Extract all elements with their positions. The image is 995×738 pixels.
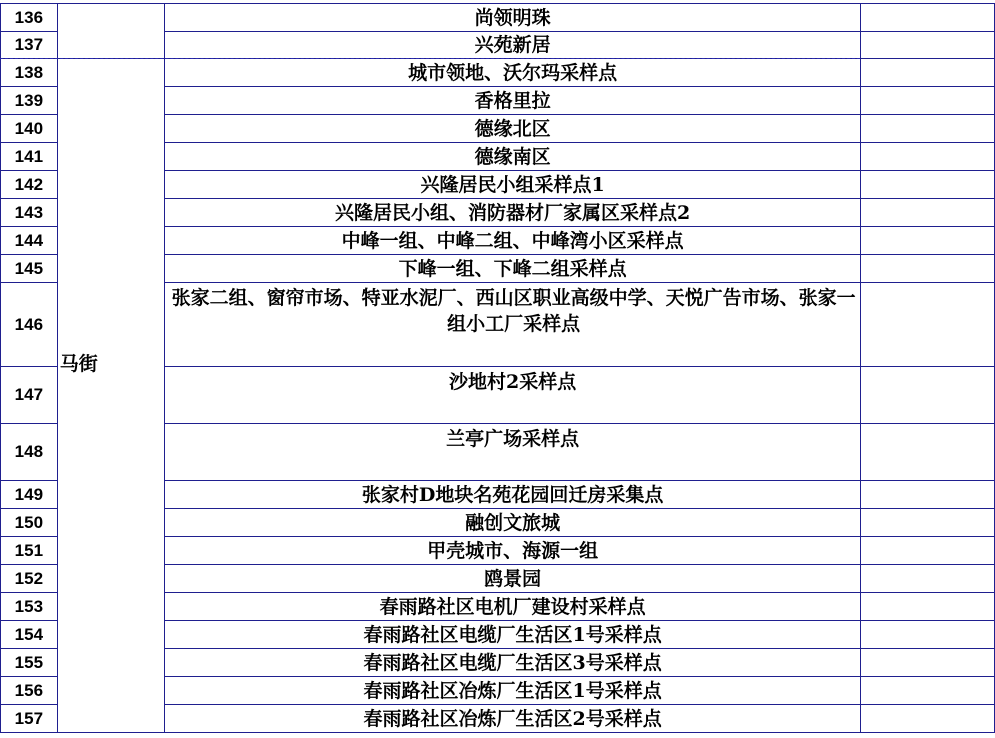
blank-cell[interactable] [861,481,995,509]
row-number[interactable]: 136 [1,4,58,32]
district-cell-upper[interactable] [57,4,164,59]
site-name[interactable]: 香格里拉 [164,87,861,115]
row-number[interactable]: 145 [1,255,58,283]
row-number[interactable]: 157 [1,705,58,733]
blank-cell[interactable] [861,32,995,59]
blank-cell[interactable] [861,509,995,537]
blank-cell[interactable] [861,87,995,115]
row-number[interactable]: 152 [1,565,58,593]
row-number[interactable]: 141 [1,143,58,171]
site-name[interactable]: 城市领地、沃尔玛采样点 [164,59,861,87]
blank-cell[interactable] [861,424,995,481]
site-name[interactable]: 春雨路社区电缆厂生活区3号采样点 [164,649,861,677]
row-number[interactable]: 156 [1,677,58,705]
sampling-points-table [0,3,995,733]
site-name[interactable]: 沙地村2采样点 [164,367,861,424]
row-number[interactable]: 146 [1,283,58,367]
site-name[interactable]: 中峰一组、中峰二组、中峰湾小区采样点 [164,227,861,255]
blank-cell[interactable] [861,171,995,199]
site-name[interactable]: 张家村D地块名苑花园回迁房采集点 [164,481,861,509]
site-name[interactable]: 兰亭广场采样点 [164,424,861,481]
row-number[interactable]: 140 [1,115,58,143]
site-name[interactable]: 兴苑新居 [164,32,861,59]
site-name[interactable]: 尚领明珠 [164,4,861,32]
site-name[interactable]: 德缘北区 [164,115,861,143]
page-break-line [0,58,860,59]
row-number[interactable]: 155 [1,649,58,677]
row-number[interactable]: 147 [1,367,58,424]
row-number[interactable]: 143 [1,199,58,227]
blank-cell[interactable] [861,677,995,705]
row-number[interactable]: 151 [1,537,58,565]
table-row [1,4,995,32]
site-name[interactable]: 鸥景园 [164,565,861,593]
site-name[interactable]: 兴隆居民小组采样点1 [164,171,861,199]
row-number[interactable]: 154 [1,621,58,649]
blank-cell[interactable] [861,59,995,87]
site-name[interactable]: 春雨路社区冶炼厂生活区2号采样点 [164,705,861,733]
row-number[interactable]: 150 [1,509,58,537]
blank-cell[interactable] [861,143,995,171]
row-number[interactable]: 138 [1,59,58,87]
blank-cell[interactable] [861,4,995,32]
blank-cell[interactable] [861,593,995,621]
site-name[interactable]: 下峰一组、下峰二组采样点 [164,255,861,283]
blank-cell[interactable] [861,227,995,255]
row-number[interactable]: 149 [1,481,58,509]
blank-cell[interactable] [861,115,995,143]
site-name[interactable]: 春雨路社区电缆厂生活区1号采样点 [164,621,861,649]
row-number[interactable]: 153 [1,593,58,621]
blank-cell[interactable] [861,537,995,565]
blank-cell[interactable] [861,255,995,283]
blank-cell[interactable] [861,283,995,367]
site-name[interactable]: 兴隆居民小组、消防器材厂家属区采样点2 [164,199,861,227]
blank-cell[interactable] [861,565,995,593]
blank-cell[interactable] [861,649,995,677]
row-number[interactable]: 144 [1,227,58,255]
district-cell[interactable]: 马街 [57,59,164,733]
site-name[interactable]: 张家二组、窗帘市场、特亚水泥厂、西山区职业高级中学、天悦广告市场、张家一组小工厂采样点 [164,283,861,367]
row-number[interactable]: 148 [1,424,58,481]
table-row [1,59,995,87]
row-number[interactable]: 139 [1,87,58,115]
blank-cell[interactable] [861,367,995,424]
site-name[interactable]: 春雨路社区电机厂建设村采样点 [164,593,861,621]
site-name[interactable]: 德缘南区 [164,143,861,171]
blank-cell[interactable] [861,705,995,733]
site-name[interactable]: 甲壳城市、海源一组 [164,537,861,565]
site-name[interactable]: 春雨路社区冶炼厂生活区1号采样点 [164,677,861,705]
row-number[interactable]: 142 [1,171,58,199]
blank-cell[interactable] [861,199,995,227]
site-name[interactable]: 融创文旅城 [164,509,861,537]
blank-cell[interactable] [861,621,995,649]
row-number[interactable]: 137 [1,32,58,59]
